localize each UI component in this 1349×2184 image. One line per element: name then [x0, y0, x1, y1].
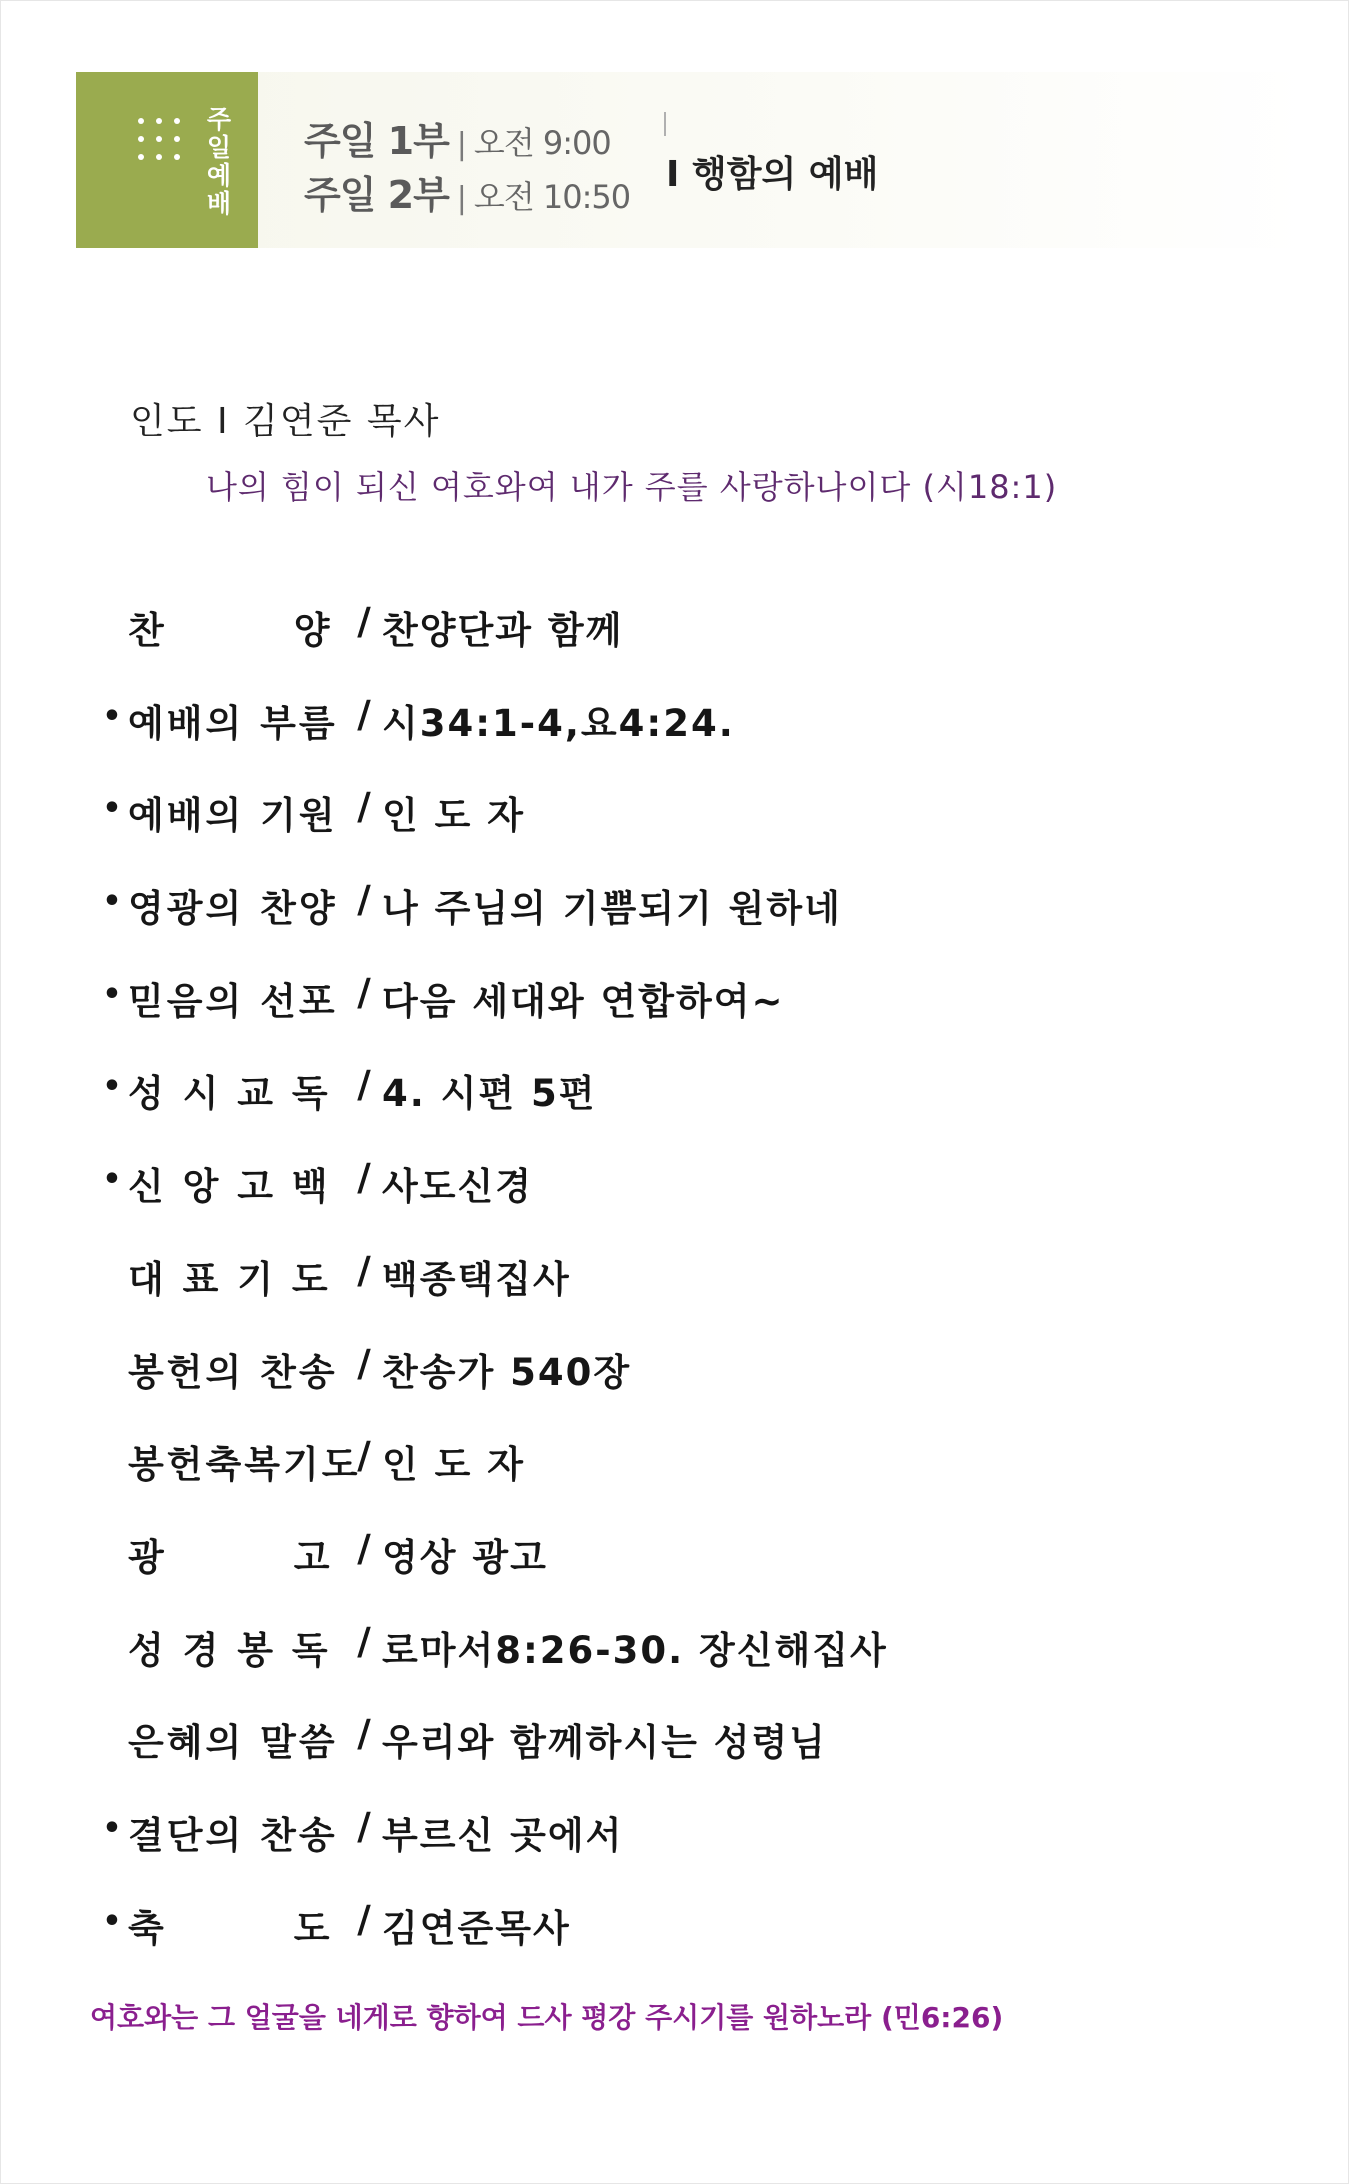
- bullet-icon: [96, 1434, 128, 1440]
- bullet-icon: [96, 1527, 128, 1533]
- order-item: [96, 1342, 888, 1435]
- order-item: [96, 1063, 888, 1156]
- order-item-separator: /: [357, 1619, 371, 1663]
- order-item-value: 부르신 곳에서: [382, 1813, 624, 1857]
- order-item: [96, 1805, 888, 1898]
- order-item-label: 예배의 부름: [128, 701, 338, 745]
- order-item-separator: /: [357, 1434, 371, 1478]
- bullet-icon: [96, 1342, 128, 1348]
- order-item-label: 은혜의 말씀: [128, 1721, 338, 1765]
- order-item-value: 찬송가 540장: [382, 1350, 632, 1394]
- order-item-separator: /: [357, 1897, 371, 1941]
- order-item-separator: /: [357, 785, 371, 829]
- worship-title: I 행함의 예배: [666, 154, 879, 195]
- order-of-worship: [96, 600, 888, 1990]
- order-item-value: 사도신경: [382, 1165, 533, 1209]
- order-item-label: 결단의 찬송: [128, 1813, 338, 1857]
- order-item-label: 성 경 봉 독: [128, 1628, 331, 1672]
- order-item-label: 축 도: [128, 1906, 333, 1950]
- order-item-separator: /: [357, 1712, 371, 1756]
- order-item-separator: /: [357, 1526, 371, 1570]
- leader-line: 인도 I 김연준 목사: [130, 401, 441, 442]
- order-item-separator: /: [357, 1248, 371, 1292]
- bullet-icon: •: [102, 1162, 122, 1198]
- order-item-value: 4. 시편 5편: [382, 1072, 597, 1116]
- order-item-separator: /: [357, 600, 371, 643]
- order-item-separator: /: [357, 692, 371, 736]
- order-item: [96, 1527, 888, 1620]
- opening-verse: 나의 힘이 되신 여호와여 내가 주를 사랑하나이다 (시18:1): [206, 468, 1058, 506]
- order-item-value: 인 도 자: [382, 794, 525, 838]
- closing-verse: 여호와는 그 얼굴을 네게로 향하여 드사 평강 주시기를 원하노라 (민6:26): [90, 2001, 1004, 2034]
- order-item-separator: /: [357, 970, 371, 1014]
- bullet-icon: [96, 1620, 128, 1626]
- order-item-value: 로마서8:26-30. 장신해집사: [382, 1628, 888, 1672]
- order-item-value: 우리와 함께하시는 성령님: [382, 1721, 827, 1765]
- bullet-icon: [96, 1249, 128, 1255]
- order-item: [96, 600, 888, 693]
- dot-grid-icon: [138, 118, 182, 162]
- order-item-label: 신 앙 고 백: [128, 1165, 331, 1209]
- order-item-separator: /: [357, 878, 371, 922]
- order-item: [96, 785, 888, 878]
- service-1-time: 주일 1부 | 오전 9:00: [304, 119, 611, 163]
- order-item: [96, 971, 888, 1064]
- service-2-clock: 오전 10:50: [473, 178, 631, 216]
- order-item: [96, 1898, 888, 1991]
- bullet-icon: [96, 600, 128, 606]
- order-item-value: 인 도 자: [382, 1443, 525, 1487]
- order-item-value: 시34:1-4,요4:24.: [382, 701, 735, 745]
- order-item-separator: /: [357, 1341, 371, 1385]
- order-item: [96, 1712, 888, 1805]
- bullet-icon: •: [102, 976, 122, 1012]
- order-item-value: 영상 광고: [382, 1535, 548, 1579]
- order-item-value: 다음 세대와 연합하여~: [382, 979, 785, 1023]
- order-item: [96, 1620, 888, 1713]
- order-item-label: 봉헌의 찬송: [128, 1350, 338, 1394]
- bullet-icon: •: [102, 791, 122, 827]
- order-item-label: 광 고: [128, 1535, 333, 1579]
- order-item: [96, 1434, 888, 1527]
- bullet-icon: •: [102, 1069, 122, 1105]
- service-2-time: 주일 2부 | 오전 10:50: [304, 173, 631, 217]
- order-item: [96, 693, 888, 786]
- order-item-value: 김연준목사: [382, 1906, 571, 1950]
- service-1-name: 주일 1부: [304, 119, 449, 163]
- bullet-icon: •: [102, 1810, 122, 1846]
- bullet-icon: •: [102, 698, 122, 734]
- order-item-label: 대 표 기 도: [128, 1257, 331, 1301]
- sunday-worship-badge: [76, 72, 258, 248]
- order-item-separator: /: [357, 1804, 371, 1848]
- bullet-icon: •: [102, 1903, 122, 1939]
- order-item-label: 영광의 찬양: [128, 887, 338, 931]
- order-item-label: 성 시 교 독: [128, 1072, 331, 1116]
- order-item: [96, 1156, 888, 1249]
- order-item-separator: /: [357, 1063, 371, 1107]
- order-item-value: 나 주님의 기쁨되기 원하네: [382, 887, 842, 931]
- order-item-value: 찬양단과 함께: [382, 609, 624, 652]
- bullet-icon: •: [102, 884, 122, 920]
- service-header-banner: [76, 72, 1309, 248]
- title-divider: [664, 112, 666, 136]
- order-item-label: 찬 양: [128, 609, 333, 652]
- order-item-label: 봉헌축복기도: [128, 1443, 361, 1487]
- order-item-value: 백종택집사: [382, 1257, 571, 1301]
- badge-label: 주일예배: [206, 105, 232, 218]
- bullet-icon: [96, 1712, 128, 1718]
- order-item-label: 믿음의 선포: [128, 979, 338, 1023]
- order-item-label: 예배의 기원: [128, 794, 338, 838]
- order-item: [96, 878, 888, 971]
- service-1-clock: 오전 9:00: [473, 124, 611, 162]
- order-item-separator: /: [357, 1156, 371, 1200]
- service-2-name: 주일 2부: [304, 173, 449, 217]
- order-item: [96, 1249, 888, 1342]
